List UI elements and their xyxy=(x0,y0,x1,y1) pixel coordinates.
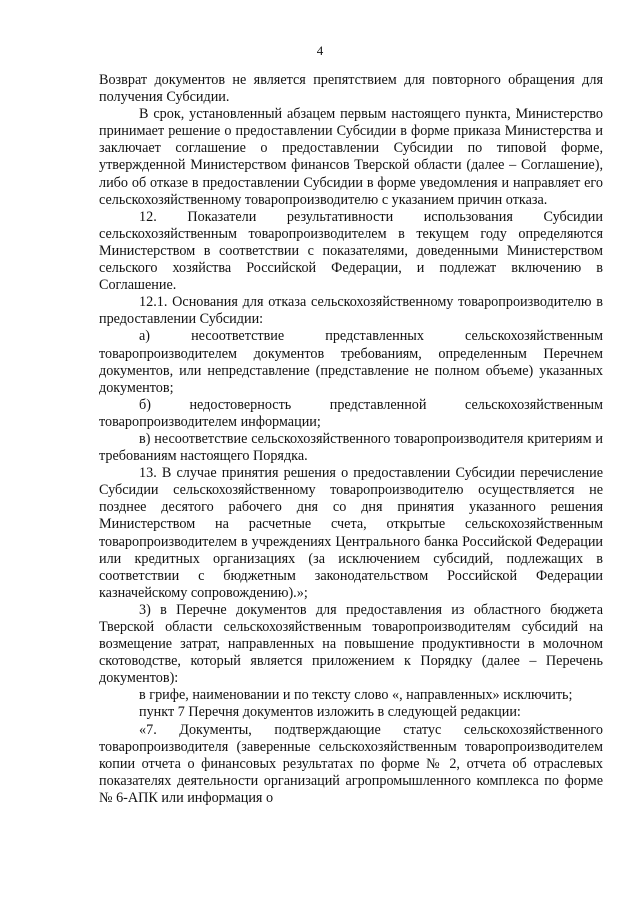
paragraph-subitem-a: а) несоответствие представленных сельскохозяйственным товаропроизводителем документов требованиям, определенным Перечнем документов, или непредставление (представление не полном объеме) указанных документов; xyxy=(99,328,603,396)
paragraph-item-12-1: 12.1. Основания для отказа сельскохозяйственному товаропроизводителю в предоставлении Субсидии: xyxy=(99,294,603,328)
paragraph-return-of-documents: Возврат документов не является препятствием для повторного обращения для получения Субсидии. xyxy=(99,72,603,106)
paragraph-item-7-text: «7. Документы, подтверждающие статус сельскохозяйственного товаропроизводителя (заверенные сельскохозяйственным товаропроизводителем копии отчета о финансовых результатах по форме № 2, отчета об отраслевых показателях деятельности организаций агропромышленного комплекса по форме № 6-АПК или информация о xyxy=(99,721,603,806)
paragraph-subitem-b: б) недостоверность представленной сельскохозяйственным товаропроизводителем информации; xyxy=(99,396,603,430)
paragraph-decision-deadline: В срок, установленный абзацем первым настоящего пункта, Министерство принимает решение о предоставлении Субсидии в форме приказа Министерства и заключает соглашение о предоставлении Субсидии по типовой форме, утвержденной Министерством финансов Тверской области (далее – Соглашение), либо об отказе в предоставлении Субсидии в форме уведомления и направляет его сельскохозяйственному товаропроизводителю с указанием причин отказа. xyxy=(99,106,603,208)
paragraph-amendment-item-7: пункт 7 Перечня документов изложить в следующей редакции: xyxy=(139,704,521,721)
paragraph-item-12: 12. Показатели результативности использования Субсидии сельскохозяйственным товаропроизводителем в текущем году определяются Министерством в соответствии с показателями, доведенными Министерством сельского хозяйства Российской Федерации, и подлежат включению в Соглашение. xyxy=(99,208,603,294)
paragraph-item-13: 13. В случае принятия решения о предоставлении Субсидии перечисление Субсидии сельскохозяйственному товаропроизводителю осуществляется не позднее десятого рабочего дня со дня принятия указанного решения Министерством на расчетные счета, открытые сельскохозяйственным товаропроизводителем в учреждениях Центрального банка Российской Федерации или кредитных организациях (за исключением субсидий, подлежащих в соответствии с бюджетным законодательством Российской Федерации казначейскому сопровождению).»; xyxy=(99,465,603,601)
paragraph-amendment-3: 3) в Перечне документов для предоставления из областного бюджета Тверской области сельскохозяйственным товаропроизводителям субсидий на возмещение затрат, направленных на повышение продуктивности в молочном скотоводстве, который является приложением к Порядку (далее – Перечень документов): xyxy=(99,601,603,687)
paragraph-amendment-word-removal: в грифе, наименовании и по тексту слово «, направленных» исключить; xyxy=(139,687,573,704)
paragraph-subitem-v: в) несоответствие сельскохозяйственного товаропроизводителя критериям и требованиям настоящего Порядка. xyxy=(99,430,603,465)
document-body xyxy=(99,72,603,807)
page-number: 4 xyxy=(316,43,324,58)
